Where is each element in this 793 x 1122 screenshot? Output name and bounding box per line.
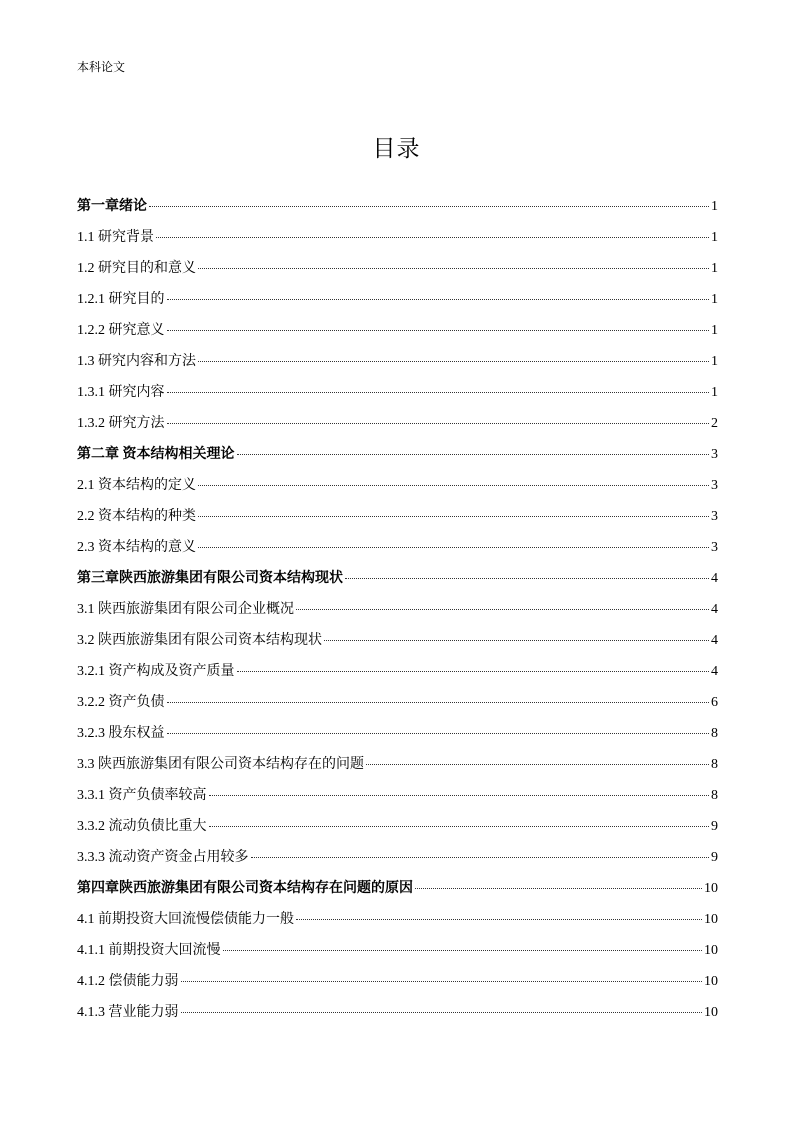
toc-entry-label: 3.2.1 资产构成及资产质量 [77, 664, 235, 679]
toc-dot-leader [167, 422, 710, 424]
toc-entry-label: 2.1 资本结构的定义 [77, 478, 196, 493]
toc-chapter-entry [77, 563, 718, 594]
toc-page-number: 10 [704, 943, 718, 958]
toc-page-number: 4 [711, 633, 718, 648]
toc-entry-label: 第三章陕西旅游集团有限公司资本结构现状 [77, 571, 343, 586]
toc-entry-label: 4.1.3 营业能力弱 [77, 1005, 179, 1020]
table-of-contents [77, 191, 718, 1028]
toc-chapter-entry [77, 873, 718, 904]
toc-entry-label: 2.2 资本结构的种类 [77, 509, 196, 524]
toc-page-number: 9 [711, 819, 718, 834]
toc-entry-label: 第四章陕西旅游集团有限公司资本结构存在问题的原因 [77, 881, 413, 896]
toc-entry [77, 780, 718, 811]
toc-dot-leader [149, 205, 709, 207]
toc-dot-leader [415, 887, 702, 889]
toc-entry-label: 3.1 陕西旅游集团有限公司企业概况 [77, 602, 294, 617]
toc-page-number: 1 [711, 199, 718, 214]
toc-dot-leader [181, 980, 703, 982]
toc-page-number: 1 [711, 385, 718, 400]
toc-dot-leader [167, 701, 710, 703]
toc-entry [77, 315, 718, 346]
toc-entry [77, 687, 718, 718]
toc-entry-label: 4.1.1 前期投资大回流慢 [77, 943, 221, 958]
toc-dot-leader [167, 732, 710, 734]
toc-page-number: 10 [704, 1005, 718, 1020]
toc-dot-leader [198, 515, 709, 517]
toc-page-number: 8 [711, 726, 718, 741]
toc-entry [77, 377, 718, 408]
toc-dot-leader [167, 298, 710, 300]
toc-page-number: 3 [711, 447, 718, 462]
toc-entry-label: 3.3.1 资产负债率较高 [77, 788, 207, 803]
toc-page-number: 3 [711, 509, 718, 524]
toc-entry [77, 594, 718, 625]
toc-entry-label: 1.2.1 研究目的 [77, 292, 165, 307]
toc-entry [77, 625, 718, 656]
toc-dot-leader [209, 794, 710, 796]
toc-page-number: 9 [711, 850, 718, 865]
toc-entry [77, 935, 718, 966]
toc-page-number: 10 [704, 974, 718, 989]
toc-page-number: 1 [711, 230, 718, 245]
toc-entry [77, 966, 718, 997]
toc-entry [77, 470, 718, 501]
toc-entry-label: 3.2 陕西旅游集团有限公司资本结构现状 [77, 633, 322, 648]
toc-dot-leader [198, 267, 709, 269]
toc-dot-leader [345, 577, 709, 579]
toc-entry-label: 1.2 研究目的和意义 [77, 261, 196, 276]
toc-entry [77, 749, 718, 780]
toc-entry [77, 346, 718, 377]
toc-entry [77, 904, 718, 935]
toc-dot-leader [167, 391, 710, 393]
toc-entry-label: 4.1 前期投资大回流慢偿债能力一般 [77, 912, 294, 927]
toc-page-number: 8 [711, 788, 718, 803]
toc-entry-label: 2.3 资本结构的意义 [77, 540, 196, 555]
toc-page-number: 1 [711, 292, 718, 307]
toc-entry-label: 1.3 研究内容和方法 [77, 354, 196, 369]
toc-entry-label: 1.2.2 研究意义 [77, 323, 165, 338]
toc-entry-label: 第一章绪论 [77, 199, 147, 214]
toc-entry-label: 3.2.3 股东权益 [77, 726, 165, 741]
toc-dot-leader [251, 856, 710, 858]
toc-dot-leader [324, 639, 709, 641]
toc-page-number: 1 [711, 354, 718, 369]
toc-entry [77, 842, 718, 873]
toc-entry [77, 997, 718, 1028]
toc-entry [77, 656, 718, 687]
toc-page-number: 4 [711, 571, 718, 586]
toc-entry-label: 3.2.2 资产负债 [77, 695, 165, 710]
toc-dot-leader [198, 360, 709, 362]
toc-dot-leader [366, 763, 709, 765]
toc-page-number: 6 [711, 695, 718, 710]
toc-entry-label: 1.3.2 研究方法 [77, 416, 165, 431]
toc-dot-leader [181, 1011, 703, 1013]
toc-entry-label: 4.1.2 偿债能力弱 [77, 974, 179, 989]
toc-page-number: 4 [711, 664, 718, 679]
toc-dot-leader [296, 608, 709, 610]
toc-entry [77, 222, 718, 253]
toc-page-number: 2 [711, 416, 718, 431]
toc-entry [77, 811, 718, 842]
toc-page-number: 1 [711, 261, 718, 276]
toc-dot-leader [296, 918, 702, 920]
toc-dot-leader [198, 546, 709, 548]
toc-entry [77, 718, 718, 749]
toc-dot-leader [237, 670, 710, 672]
toc-dot-leader [156, 236, 709, 238]
toc-entry [77, 284, 718, 315]
toc-dot-leader [198, 484, 709, 486]
toc-entry [77, 253, 718, 284]
toc-page-number: 10 [704, 912, 718, 927]
toc-page-number: 3 [711, 540, 718, 555]
toc-entry-label: 3.3 陕西旅游集团有限公司资本结构存在的问题 [77, 757, 364, 772]
toc-entry-label: 第二章 资本结构相关理论 [77, 447, 235, 462]
toc-entry-label: 1.1 研究背景 [77, 230, 154, 245]
toc-entry [77, 501, 718, 532]
toc-chapter-entry [77, 439, 718, 470]
toc-chapter-entry [77, 191, 718, 222]
toc-dot-leader [209, 825, 710, 827]
toc-entry-label: 3.3.2 流动负债比重大 [77, 819, 207, 834]
page-header: 本科论文 [77, 60, 126, 74]
toc-entry-label: 1.3.1 研究内容 [77, 385, 165, 400]
toc-page-number: 1 [711, 323, 718, 338]
toc-page-number: 4 [711, 602, 718, 617]
toc-dot-leader [167, 329, 710, 331]
toc-page-number: 3 [711, 478, 718, 493]
page-title: 目录 [372, 136, 421, 162]
toc-entry [77, 408, 718, 439]
toc-entry [77, 532, 718, 563]
toc-page-number: 10 [704, 881, 718, 896]
toc-page-number: 8 [711, 757, 718, 772]
toc-dot-leader [237, 453, 710, 455]
toc-dot-leader [223, 949, 703, 951]
toc-entry-label: 3.3.3 流动资产资金占用较多 [77, 850, 249, 865]
